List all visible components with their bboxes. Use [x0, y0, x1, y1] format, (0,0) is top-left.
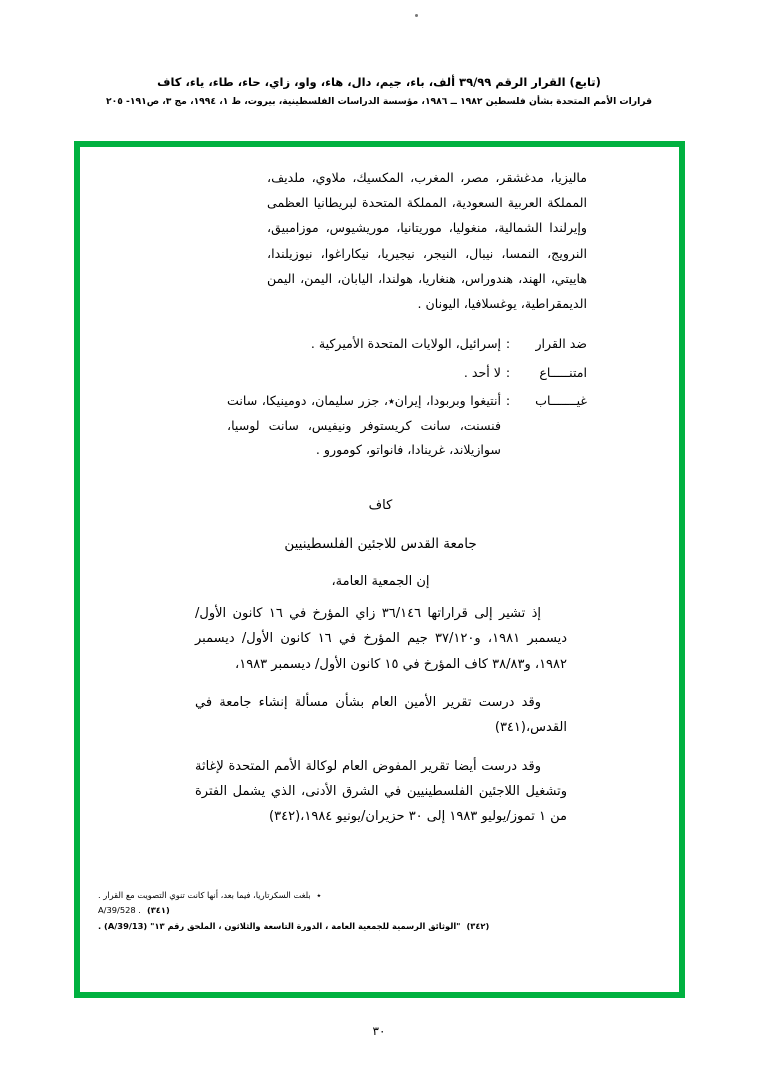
- document-body: [98, 165, 663, 843]
- section-title: جامعة القدس للاجئين الفلسطينيين: [284, 535, 477, 552]
- footnote-item: [98, 919, 663, 934]
- vote-value: لا أحد .: [463, 364, 501, 380]
- section-letter: كاف: [368, 497, 393, 513]
- vote-label: امتنـــــاع: [539, 364, 587, 380]
- vote-row: [227, 389, 587, 463]
- resolution-paragraph: وقد درست تقرير الأمين العام بشأن مسألة إنشاء جامعة في القدس،(٣٤١): [195, 694, 567, 736]
- footnote-marker: (٣٤١): [146, 905, 170, 916]
- footnote-text: بلغت السكرتاريا، فيما بعد، أنها كانت تنوي التصويت مع القرار .: [98, 890, 311, 900]
- header-source-line: قرارات الأمم المتحدة بشأن فلسطين ١٩٨٢ ــ ١٩٨٦، مؤسسة الدراسات الفلسطينية، بيروت، ط ١، ١٩٩٤، مج ٣، ص١٩١- ٢٠٥: [106, 96, 652, 108]
- vote-label: ضد القرار: [535, 336, 587, 352]
- page-header: [0, 74, 758, 109]
- vote-value: إسرائيل، الولايات المتحدة الأميركية .: [310, 336, 501, 352]
- footnotes: [98, 888, 663, 934]
- footnote-marker: ٭: [316, 890, 322, 900]
- vote-label: غيـــــــاب: [535, 393, 587, 409]
- footnote-item: [98, 903, 663, 918]
- resolution-paragraph: إذ تشير إلى قراراتها ٣٦/١٤٦ زاي المؤرخ في ١٦ كانون الأول/ ديسمبر ١٩٨١، و٣٧/١٢٠ جيم المؤرخ في ١٦ كانون الأول/ ديسمبر ١٩٨٢، و٣٨/٨٣ كاف المؤرخ في ١٥ كانون الأول/ ديسمبر ١٩٨٣،: [195, 605, 568, 672]
- top-registration-dot: [415, 14, 418, 17]
- header-title: (تابع) القرار الرقم ٣٩/٩٩ ألف، باء، جيم، دال، هاء، واو، زاي، حاء، طاء، ياء، كاف: [157, 75, 601, 89]
- vote-value: أنتيغوا وبربودا، إيران٭، جزر سليمان، دومينيكا، سانت فنسنت، سانت كريستوفر ونيفيس، سانت لوسيا، سوازيلاند، غرينادا، فانواتو، كومورو .: [227, 393, 501, 458]
- vote-results: [227, 332, 587, 463]
- footnote-text: "الوثائق الرسمية للجمعية العامة ، الدورة التاسعة والثلاثون ، الملحق رقم ١٣" (A/39/13) .: [98, 920, 461, 931]
- vote-colon: :: [505, 364, 511, 380]
- vote-row: [227, 361, 587, 386]
- vote-colon: :: [505, 393, 511, 409]
- footnote-text: A/39/528 .: [98, 905, 141, 916]
- page-number: ٣٠: [372, 1024, 386, 1038]
- resolution-paragraph: وقد درست أيضا تقرير المفوض العام لوكالة الأمم المتحدة لإغاثة وتشغيل اللاجئين الفلسطينيين في الشرق الأدنى، الذي يشمل الفترة من ١ تموز/يوليو ١٩٨٣ إلى ٣٠ حزيران/يونيو ١٩٨٤،(٣٤٢): [195, 758, 567, 825]
- assembly-line: إن الجمعية العامة،: [331, 573, 430, 589]
- footnote-item: [98, 888, 663, 903]
- footnote-marker: (٣٤٢): [466, 920, 490, 931]
- countries-paragraph: ماليزيا، مدغشقر، مصر، المغرب، المكسيك، ملاوي، ملديف، المملكة العربية السعودية، المملكة المتحدة لبريطانيا العظمى وإيرلندا الشمالية، منغوليا، موريتانيا، موريشيوس، موزامبيق، النرويج، النمسا، نيبال، النيجر، نيجيريا، نيكاراغوا، نيوزيلندا، هاييتي، الهند، هندوراس، هنغاريا، هولندا، اليابان، اليمن، اليمن الديمقراطية، يوغسلافيا، اليونان .: [267, 170, 587, 311]
- vote-row: [227, 332, 587, 357]
- vote-colon: :: [505, 336, 511, 352]
